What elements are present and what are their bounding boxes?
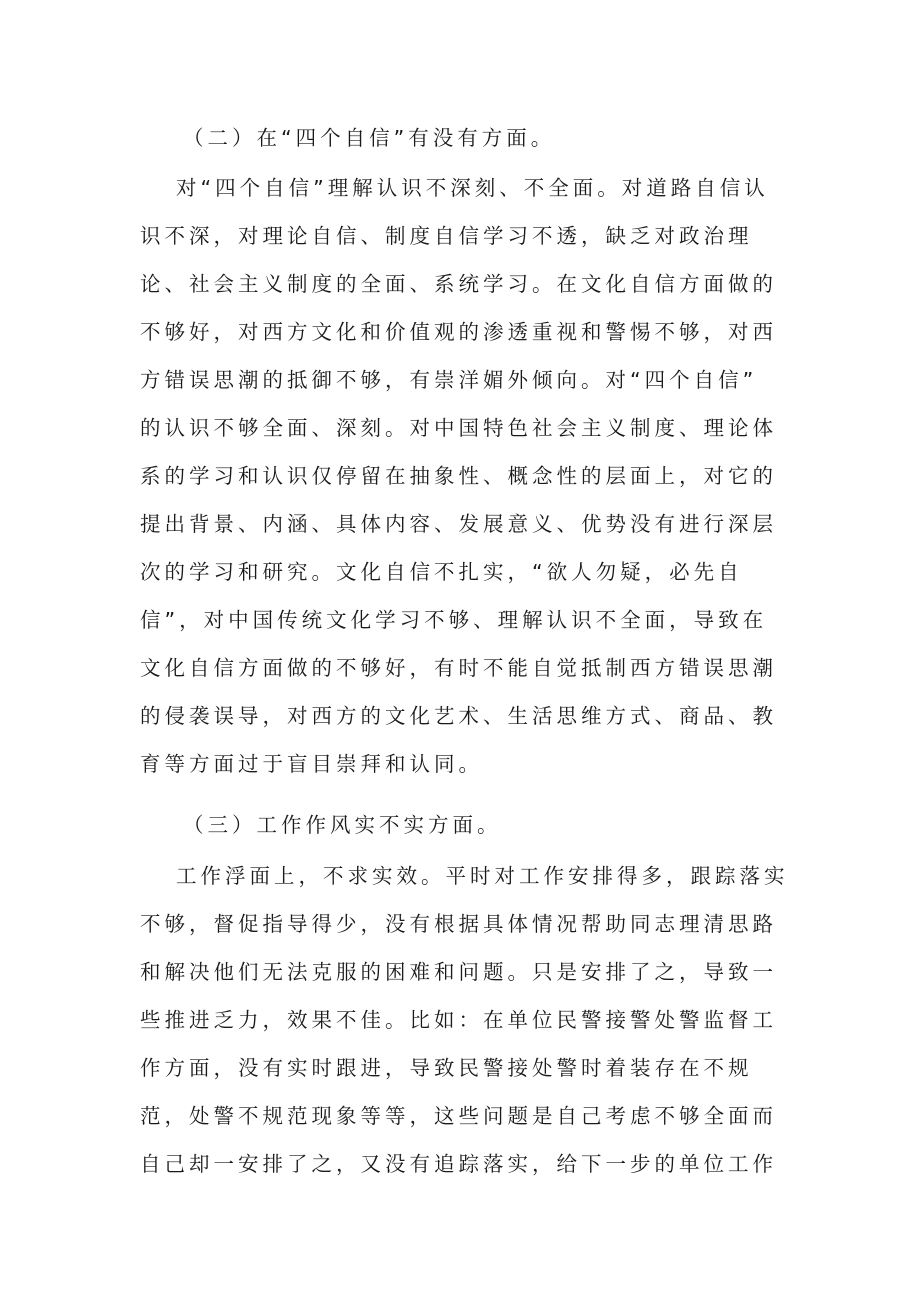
paragraph-line: 范，处警不规范现象等等，这些问题是自己考虑不够全面而: [140, 1104, 777, 1128]
paragraph-line: 系的学习和认识仅停留在抽象性、概念性的层面上，对它的: [140, 464, 777, 488]
paragraph-line: 不够，督促指导得少，没有根据具体情况帮助同志理清思路: [140, 912, 777, 936]
paragraph-line: 对“四个自信”理解认识不深刻、不全面。对道路自信认: [176, 176, 769, 200]
paragraph-line: 信”，对中国传统文化学习不够、理解认识不全面，导致在: [140, 608, 768, 632]
paragraph-line: 识不深，对理论自信、制度自信学习不透，缺乏对政治理: [140, 224, 753, 248]
paragraph-line: 次的学习和研究。文化自信不扎实，“欲人勿疑，必先自: [140, 560, 743, 584]
paragraph-line: 工作浮面上，不求实效。平时对工作安排得多，跟踪落实: [176, 864, 789, 888]
paragraph-line: 方错误思潮的抵御不够，有崇洋媚外倾向。对“四个自信”: [140, 368, 758, 392]
section-heading-2: （二）在“四个自信”有没有方面。: [183, 126, 556, 150]
paragraph-line: 作方面，没有实时跟进，导致民警接处警时着装存在不规: [140, 1056, 753, 1080]
paragraph-line: 提出背景、内涵、具体内容、发展意义、优势没有进行深层: [140, 512, 777, 536]
paragraph-line: 不够好，对西方文化和价值观的渗透重视和警惕不够，对西: [140, 320, 777, 344]
paragraph-line: 的侵袭误导，对西方的文化艺术、生活思维方式、商品、教: [140, 704, 777, 728]
paragraph-line: 论、社会主义制度的全面、系统学习。在文化自信方面做的: [140, 272, 777, 296]
paragraph-line: 自己却一安排了之，又没有追踪落实，给下一步的单位工作: [140, 1152, 777, 1176]
paragraph-line: 些推进乏力，效果不佳。比如：在单位民警接警处警监督工: [140, 1008, 777, 1032]
paragraph-line: 文化自信方面做的不够好，有时不能自觉抵制西方错误思潮: [140, 656, 777, 680]
section-heading-3: （三）工作作风实不实方面。: [183, 813, 502, 837]
paragraph-line: 育等方面过于盲目崇拜和认同。: [140, 752, 483, 776]
paragraph-line: 的认识不够全面、深刻。对中国特色社会主义制度、理论体: [140, 416, 777, 440]
paragraph-line: 和解决他们无法克服的困难和问题。只是安排了之，导致一: [140, 960, 777, 984]
